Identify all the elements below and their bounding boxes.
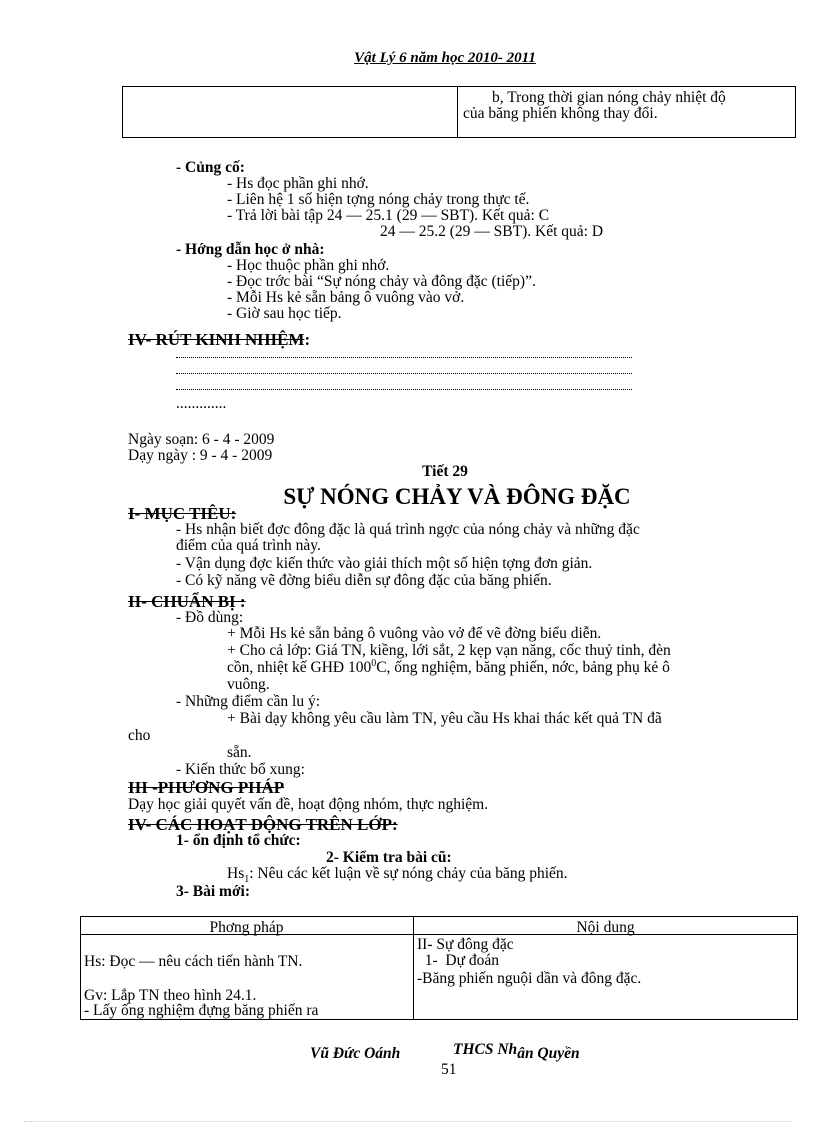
- col2-line: II- Sự đông đặc: [417, 936, 514, 953]
- luu-y-cho: cho: [128, 727, 151, 744]
- cung-co-heading: - Củng cố:: [176, 159, 245, 176]
- cung-co-item: - Liên hệ 1 số hiện tợng nóng chảy trong thực tế.: [227, 191, 530, 208]
- page-number: 51: [441, 1061, 457, 1078]
- hoat-dong-heading: IV- CÁC HOẠT ĐỘNG TRÊN LỚP:: [128, 815, 398, 834]
- huong-dan-item: - Giờ sau học tiếp.: [227, 305, 342, 322]
- top-table-line1: b, Trong thời gian nóng chảy nhiệt độ: [492, 89, 726, 106]
- bo-xung-label: - Kiến thức bổ xung:: [176, 761, 305, 778]
- footer-school: THCS Nhân Quyền: [453, 1041, 580, 1062]
- footer-author: Vũ Đức Oánh: [310, 1045, 401, 1062]
- muc-tieu-line: - Vận dụng đợc kiến thức vào giải thích một số hiện tợng đơn giản.: [176, 555, 593, 572]
- luu-y-item: + Bài dạy không yêu cầu làm TN, yêu cầu Hs khai thác kết quả TN đã: [227, 710, 662, 727]
- chuan-bi-item: cồn, nhiệt kế GHĐ $100^0C$, ống nghiệm, băng phiến, nớc, bảng phụ kẻ ô: [227, 657, 670, 676]
- dotted-line: [176, 388, 632, 390]
- col1-line: - Lấy ống nghiệm đựng băng phiến ra: [84, 1002, 319, 1019]
- phuong-phap-text: Dạy học giải quyết vấn đề, hoạt động nhóm, thực nghiệm.: [128, 796, 489, 813]
- top-table-divider: [457, 86, 458, 138]
- kiem-tra-question: $Hs_1$: Nêu các kết luận về sự nóng chảy của băng phiến.: [227, 865, 568, 886]
- on-dinh-label: 1- ổn định tổ chức:: [176, 832, 301, 849]
- huong-dan-item: - Mỗi Hs kẻ sẵn bảng ô vuông vào vở.: [227, 289, 465, 306]
- page-header: Vật Lý 6 năm học 2010- 2011: [354, 50, 536, 66]
- day-ngay: Dạy ngày : 9 - 4 - 2009: [128, 447, 273, 464]
- huong-dan-heading: - Hớng dẫn học ở nhà:: [176, 241, 325, 258]
- bai-moi-label: 3- Bài mới:: [176, 883, 251, 900]
- cung-co-item: 24 — 25.2 (29 — SBT). Kết quả: D: [380, 223, 604, 240]
- cung-co-item: - Trả lời bài tập 24 — 25.1 (29 — SBT). Kết quả: C: [227, 207, 550, 224]
- col1-line: Hs: Đọc — nêu cách tiến hành TN.: [84, 953, 303, 970]
- page-bottom-rule: [24, 1121, 792, 1122]
- dotted-line: [176, 372, 632, 374]
- col2-line: -Băng phiến nguội dần và đông đặc.: [417, 970, 642, 987]
- phuong-phap-heading: III -PHƯƠNG PHÁP: [128, 778, 285, 797]
- col1-header: Phơng pháp: [209, 919, 284, 936]
- luu-y-san: sẵn.: [227, 744, 252, 761]
- kiem-tra-label: 2- Kiểm tra bài cũ:: [326, 849, 452, 866]
- do-dung-label: - Đồ dùng:: [176, 609, 244, 626]
- chuan-bi-heading: II- CHUẨN BỊ :: [128, 592, 246, 611]
- rut-kinh-nghiem-heading: IV- RÚT KINH NHIỆM:: [128, 330, 311, 349]
- chuan-bi-item: + Mỗi Hs kẻ sẵn bảng ô vuông vào vở để vẽ đờng biểu diễn.: [227, 625, 602, 642]
- lesson-title: SỰ NÓNG CHẢY VÀ ĐÔNG ĐẶC: [283, 484, 631, 509]
- muc-tieu-heading: I- MỤC TIÊU:: [128, 504, 237, 523]
- col2-line: 1- Dự đoán: [417, 952, 500, 969]
- huong-dan-item: - Học thuộc phần ghi nhớ.: [227, 257, 390, 274]
- col2-header: Nội dung: [576, 919, 635, 936]
- luu-y-label: - Những điểm cần lu ý:: [176, 693, 320, 710]
- chuan-bi-item: + Cho cả lớp: Giá TN, kiềng, lới sắt, 2 kẹp vạn năng, cốc thuỷ tinh, đèn: [227, 642, 671, 659]
- dotted-line: [176, 356, 632, 358]
- chuan-bi-item: vuông.: [227, 676, 270, 693]
- muc-tieu-line: - Có kỹ năng vẽ đờng biểu diễn sự đông đặc của băng phiến.: [176, 572, 552, 589]
- ngay-soan: Ngày soạn: 6 - 4 - 2009: [128, 431, 275, 448]
- muc-tieu-line: điểm của quá trình này.: [176, 537, 321, 554]
- top-table-line2: của băng phiến không thay đổi.: [463, 105, 658, 122]
- dotted-line-short: .............: [176, 395, 227, 412]
- huong-dan-item: - Đọc trớc bài “Sự nóng chảy và đông đặc (tiếp)”.: [227, 273, 536, 290]
- muc-tieu-line: - Hs nhận biết đợc đông đặc là quá trình ngợc của nóng chảy và những đặc: [176, 521, 640, 538]
- tiet-label: Tiết 29: [422, 463, 468, 480]
- col1-line: Gv: Lắp TN theo hình 24.1.: [84, 987, 257, 1004]
- cung-co-item: - Hs đọc phần ghi nhớ.: [227, 175, 369, 192]
